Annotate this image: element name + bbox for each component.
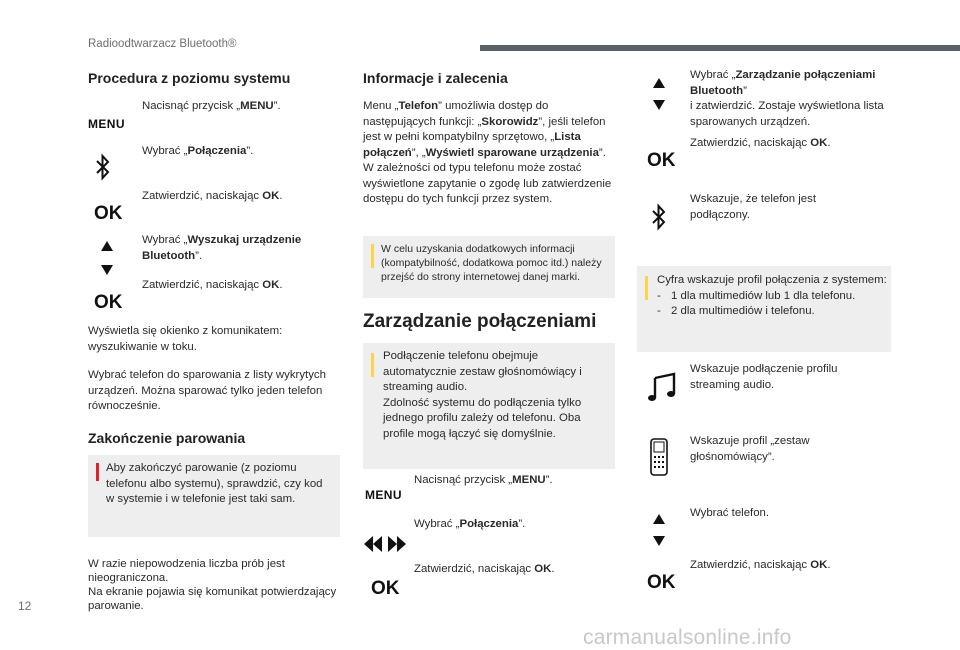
step-text: Nacisnąć przycisk „MENU”. [414, 474, 553, 486]
section-heading-procedure: Procedura z poziomu systemu [88, 70, 291, 86]
header-title: Radioodtwarzacz Bluetooth® [88, 38, 237, 50]
bluetooth-icon [652, 202, 666, 232]
up-down-arrows-icon [653, 514, 665, 546]
warning-text: Aby zakończyć parowanie (z poziomu telefonu albo systemu), sprawdzić, czy kod w systemie i w telefonie jest taki sam. [106, 462, 323, 505]
step-text: Wskazuje, że telefon jest podłączony. [690, 193, 816, 221]
up-down-arrows-icon [101, 241, 113, 275]
paragraph: Wybrać telefon do sparowania z listy wykrytych urządzeń. Można sparować tylko jeden telefon równocześnie. [88, 369, 326, 412]
section-heading-connection-management: Zarządzanie połączeniami [363, 311, 597, 332]
step-text: Wybrać „Połączenia”. [414, 518, 526, 530]
music-note-icon [648, 372, 676, 402]
list-item: - 2 dla multimediów i telefonu. [657, 305, 815, 317]
section-heading-pairing-end: Zakończenie parowania [88, 430, 246, 446]
menu-button-icon: MENU [88, 117, 125, 131]
ok-button-icon: OK [647, 572, 676, 593]
info-marker-icon [371, 244, 374, 268]
info-marker-icon [371, 353, 374, 377]
paragraph: Wyświetla się okienko z komunikatem: wyszukiwanie w toku. [88, 325, 283, 353]
info-marker-icon [645, 276, 648, 300]
step-text: Zatwierdzić, naciskając OK. [142, 279, 283, 291]
header-bar [480, 45, 960, 51]
step-text: Zatwierdzić, naciskając OK. [142, 190, 283, 202]
ok-button-icon: OK [371, 578, 400, 599]
section-heading-info: Informacje i zalecenia [363, 70, 508, 86]
ok-button-icon: OK [647, 150, 676, 171]
info-box [363, 343, 615, 469]
paragraph: W razie niepowodzenia liczba prób jest nieograniczona. Na ekranie pojawia się komunikat potwierdzający parowanie. [88, 558, 337, 612]
bluetooth-icon [96, 152, 110, 182]
menu-button-icon: MENU [365, 488, 402, 502]
step-text: Wskazuje profil „zestaw głośnomówiący”. [690, 435, 810, 463]
info-note-text: W celu uzyskania dodatkowych informacji (kompatybilność, dodatkowa pomoc itd.) należy przejść do strony internetowej danej marki. [381, 243, 602, 283]
info-box-text: Podłączenie telefonu obejmuje automatycznie zestaw głośnomówiący i streaming audio. Zdolność systemu do podłączenia tylko jednego profilu zależy od telefonu. Oba profile mogą łączyć się domyślnie. [383, 350, 582, 440]
ok-button-icon: OK [94, 203, 123, 224]
info-paragraph: Menu „Telefon” umożliwia dostęp do następujących funkcji: „Skorowidz”, jeśli telefon jest w pełni kompatybilny sprzętowo, „Lista połączeń”, „Wyświetl sparowane urządzenia”. W zależności od typu telefonu może zostać wyświetlone zapytanie o zgodę lub zatwierdzenie dostępu do tych funkcji przez system. [363, 100, 612, 205]
step-text: Wybrać telefon. [690, 507, 770, 519]
step-text: Wskazuje podłączenie profilu streaming audio. [690, 363, 838, 391]
watermark: carmanualsonline.info [583, 626, 792, 649]
left-right-arrows-icon [364, 536, 406, 552]
ok-button-icon: OK [94, 292, 123, 313]
step-text: Wybrać „Połączenia”. [142, 145, 254, 157]
info-box [637, 266, 891, 352]
phone-icon [650, 438, 668, 476]
list-item: - 1 dla multimediów lub 1 dla telefonu. [657, 289, 856, 302]
step-text: Zatwierdzić, naciskając OK. [690, 559, 831, 571]
warning-marker-icon [96, 463, 99, 481]
step-text: Zatwierdzić, naciskając OK. [690, 137, 831, 149]
step-text: Nacisnąć przycisk „MENU”. [142, 100, 281, 112]
info-note-box [363, 236, 615, 298]
step-text: Zatwierdzić, naciskając OK. [414, 563, 555, 575]
page-number: 12 [18, 599, 32, 613]
step-text: Wybrać „Zarządzanie połączeniami Bluetooth” i zatwierdzić. Zostaje wyświetlona lista sparowanych urządzeń. [690, 69, 884, 128]
up-down-arrows-icon [653, 78, 665, 110]
info-box-text: Cyfra wskazuje profil połączenia z systemem: - 1 dla multimediów lub 1 dla telefonu. - 2 dla multimediów i telefonu. [657, 273, 887, 320]
warning-box [88, 455, 340, 537]
step-text: Wybrać „Wyszukaj urządzenie Bluetooth”. [142, 234, 302, 262]
